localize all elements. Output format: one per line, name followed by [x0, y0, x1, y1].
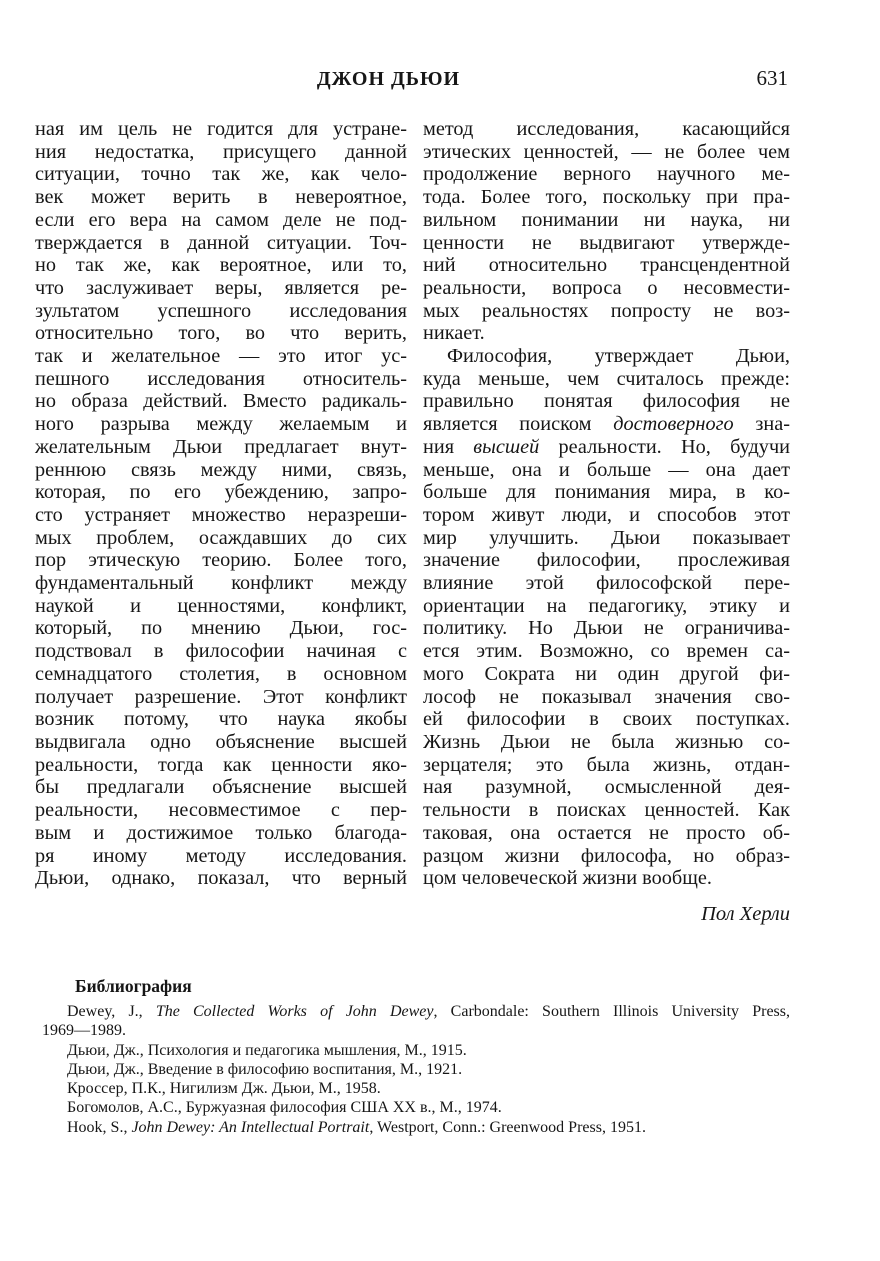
- text-line: зерцателя; это была жизнь, отдан-: [423, 753, 790, 776]
- text-line: но образа действий. Вместо радикаль-: [35, 390, 407, 413]
- text-line: ей философии в своих поступках.: [423, 708, 790, 731]
- text-line: Философия, утверждает Дьюи,: [447, 345, 790, 368]
- text-line: Dewey, J., The Collected Works of John Dewey, Carbondale: Southern Illinois University Press,: [67, 1002, 791, 1020]
- text-line: куда меньше, чем считалось прежде:: [423, 367, 790, 390]
- text-line: зультатом успешного исследования: [35, 299, 407, 322]
- column-right: [423, 118, 790, 926]
- text-line: Hook, S., John Dewey: An Intellectual Portrait, Westport, Conn.: Greenwood Press, 1951.: [67, 1118, 646, 1136]
- bibliography-entry: [42, 1041, 790, 1060]
- text-line: фундаментальный конфликт между: [35, 572, 407, 595]
- text-line: получает разрешение. Этот конфликт: [35, 685, 407, 708]
- text-line: так и желательное — это итог ус-: [35, 345, 407, 368]
- page-title: ДЖОН ДЬЮИ: [316, 68, 461, 90]
- text-columns: [35, 118, 790, 926]
- text-line: которая, по его убеждению, запро-: [35, 481, 407, 504]
- text-line: тода. Более того, поскольку при пра-: [423, 186, 790, 209]
- text-line: реальности, тогда как ценности яко-: [35, 753, 407, 776]
- text-line: сто устраняет множество неразреши-: [35, 503, 407, 526]
- text-line: этических ценностей, — не более чем: [423, 140, 790, 163]
- text-line: ная им цель не годится для устране-: [35, 118, 407, 140]
- text-line: но так же, как вероятное, или то,: [35, 254, 407, 277]
- text-line: ется этим. Возможно, со времен са-: [423, 640, 790, 663]
- text-line: возник потому, что наука якобы: [35, 708, 407, 731]
- text-line: цом человеческой жизни вообще.: [423, 867, 712, 890]
- text-line: семнадцатого столетия, в основном: [35, 662, 407, 685]
- page-content: [35, 68, 790, 1137]
- text-line: ориентации на педагогику, этику и: [423, 594, 790, 617]
- text-line: ря иному методу исследования.: [35, 844, 407, 867]
- text-line: выдвигала одно объяснение высшей: [35, 730, 407, 753]
- column-right-lines: [423, 118, 790, 890]
- text-line: тверждается в данной ситуации. Точ-: [35, 231, 407, 254]
- text-line: Кроссер, П.К., Нигилизм Дж. Дьюи, М., 1958.: [67, 1080, 381, 1098]
- text-line: лософ не показывал значения сво-: [423, 685, 790, 708]
- text-line: мых реальностях попросту не воз-: [423, 299, 790, 322]
- text-line: метод исследования, касающийся: [423, 118, 790, 140]
- bibliography-entry: [42, 1060, 790, 1079]
- text-line: относительно того, во что верить,: [35, 322, 407, 345]
- bibliography-entry: [42, 1002, 790, 1041]
- text-line: который, по мнению Дьюи, гос-: [35, 617, 407, 640]
- bibliography-entry: [42, 1118, 790, 1137]
- page-number: 631: [756, 66, 788, 90]
- text-line: ситуации, точно так же, как чело-: [35, 163, 407, 186]
- bibliography-heading: Библиография: [75, 975, 192, 996]
- text-line: вильном понимании ни наука, ни: [423, 208, 790, 231]
- text-line: если его вера на самом деле не под-: [35, 208, 407, 231]
- text-line: пешного исследования относитель-: [35, 367, 407, 390]
- text-line: ная разумной, осмысленной дея-: [423, 776, 790, 799]
- text-line: таковая, она остается не просто об-: [423, 821, 790, 844]
- text-line: век может верить в невероятное,: [35, 186, 407, 209]
- text-line: ния недостатка, присущего данной: [35, 140, 407, 163]
- text-line: разцом жизни философа, но образ-: [423, 844, 790, 867]
- text-line: мир улучшить. Дьюи показывает: [423, 526, 790, 549]
- text-line: правильно понятая философия не: [423, 390, 790, 413]
- text-line: политику. Но Дьюи не ограничива-: [423, 617, 790, 640]
- text-line: Дьюи, Дж., Психология и педагогика мышления, М., 1915.: [67, 1041, 467, 1059]
- text-line: ний относительно трансцендентной: [423, 254, 790, 277]
- text-line: мых проблем, осаждавших до сих: [35, 526, 407, 549]
- text-line: ния высшей реальности. Но, будучи: [423, 435, 790, 458]
- text-line: никает.: [423, 322, 485, 345]
- text-line: Богомолов, А.С., Буржуазная философия США XX в., М., 1974.: [67, 1099, 502, 1117]
- bibliography-entries: [42, 1002, 790, 1137]
- text-line: тором живут люди, и способов этот: [423, 503, 790, 526]
- text-line: значение философии, прослеживая: [423, 549, 790, 572]
- text-line: реальности, несовместимое с пер-: [35, 799, 407, 822]
- text-line: ного разрыва между желаемым и: [35, 413, 407, 436]
- text-line: подствовал в философии начиная с: [35, 640, 407, 663]
- text-line: является поиском достоверного зна-: [423, 413, 790, 436]
- text-line: что заслуживает веры, является ре-: [35, 276, 407, 299]
- text-line: 1969—1989.: [42, 1022, 126, 1040]
- text-line: мого Сократа ни один другой фи-: [423, 662, 790, 685]
- running-header: [35, 68, 790, 94]
- bibliography-entry: [42, 1079, 790, 1098]
- text-line: ценности не выдвигают утвержде-: [423, 231, 790, 254]
- text-line: желательным Дьюи предлагает внут-: [35, 435, 407, 458]
- text-line: влияние этой философской пере-: [423, 572, 790, 595]
- text-line: вым и достижимое только благода-: [35, 821, 407, 844]
- text-line: реннюю связь между ними, связь,: [35, 458, 407, 481]
- text-line: наукой и ценностями, конфликт,: [35, 594, 407, 617]
- text-line: пор этическую теорию. Более того,: [35, 549, 407, 572]
- column-left: [35, 118, 407, 926]
- text-line: Дьюи, Дж., Введение в философию воспитания, М., 1921.: [67, 1060, 463, 1078]
- text-line: меньше, она и больше — она дает: [423, 458, 790, 481]
- text-line: тельности в поисках ценностей. Как: [423, 799, 790, 822]
- bibliography-entry: [42, 1098, 790, 1117]
- text-line: продолжение верного научного ме-: [423, 163, 790, 186]
- text-line: реальности, вопроса о несовмести-: [423, 276, 790, 299]
- text-line: Дьюи, однако, показал, что верный: [35, 867, 407, 890]
- text-line: больше для понимания мира, в ко-: [423, 481, 790, 504]
- text-line: бы предлагали объяснение высшей: [35, 776, 407, 799]
- text-line: Жизнь Дьюи не была жизнью со-: [423, 730, 790, 753]
- author-signature: Пол Херли: [701, 902, 790, 925]
- bibliography-section: [35, 976, 790, 1137]
